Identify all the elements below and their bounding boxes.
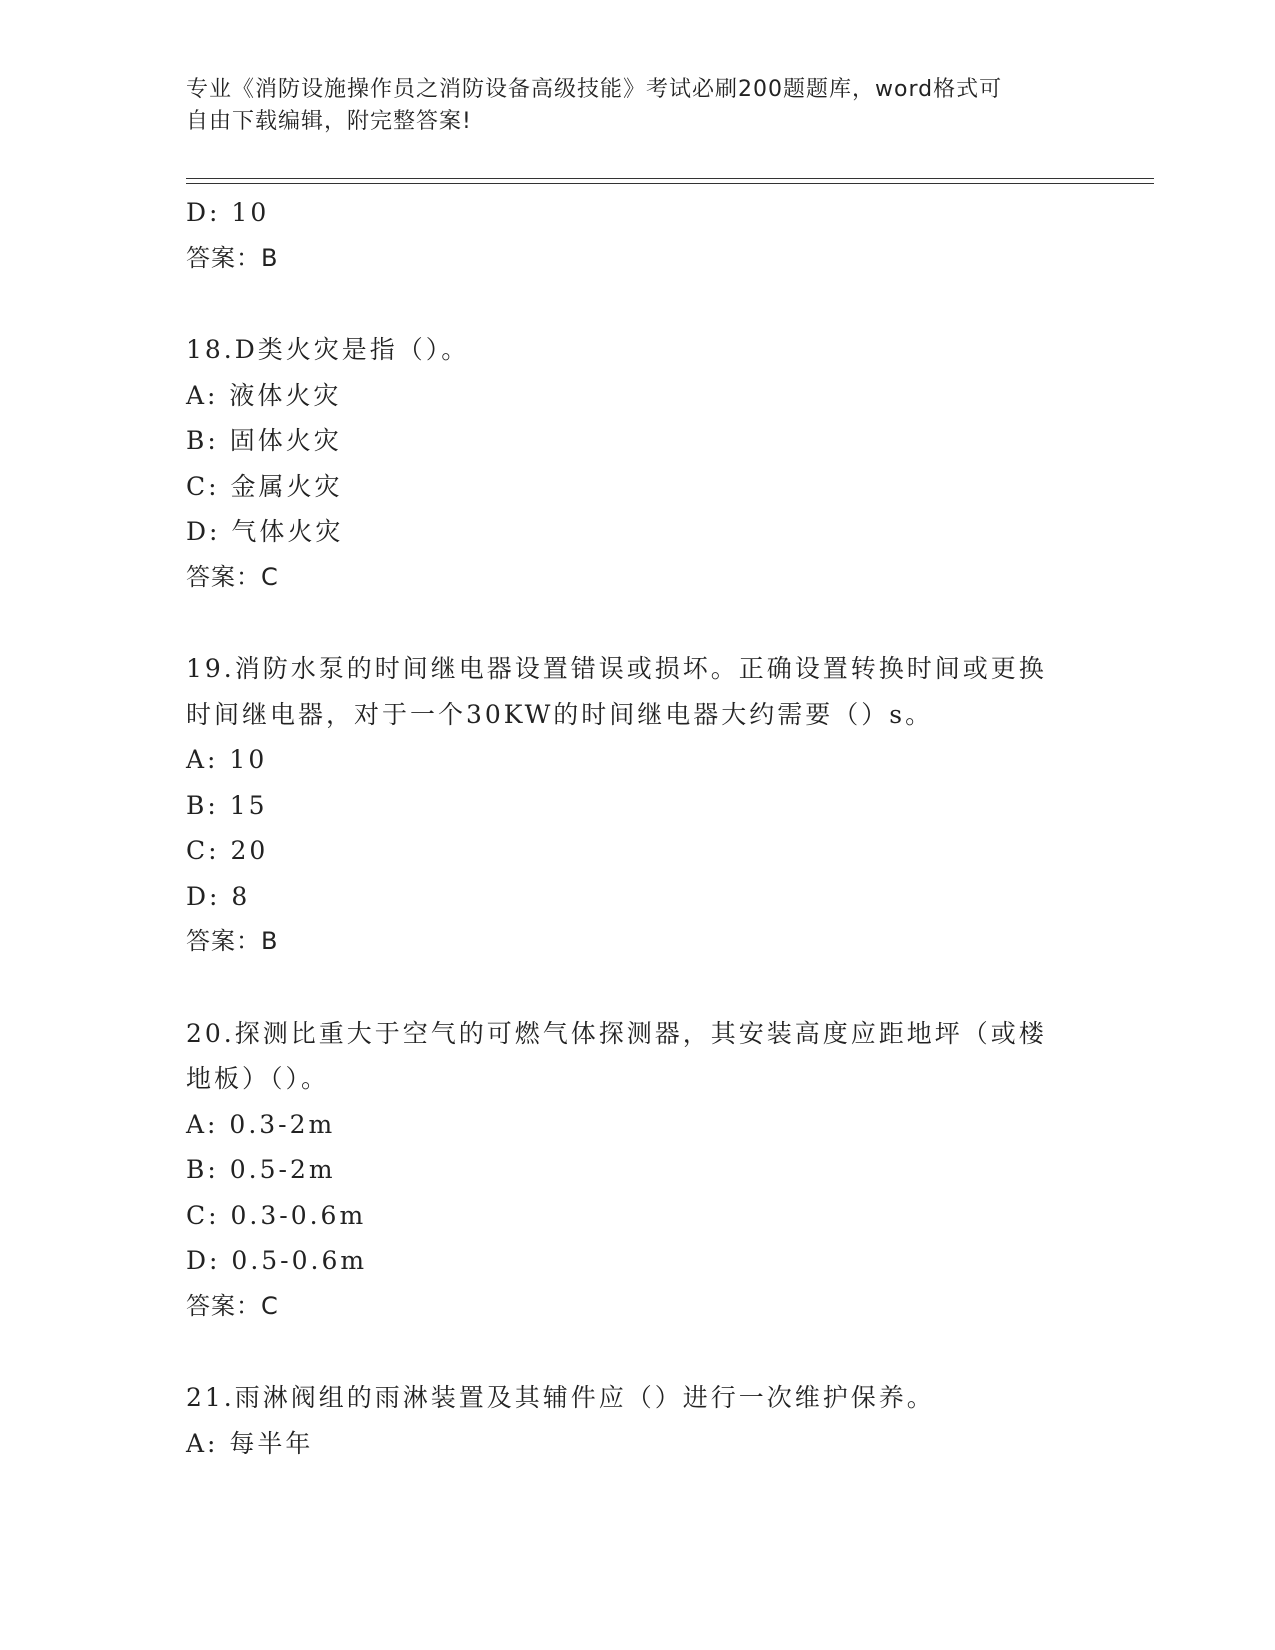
question-block xyxy=(186,646,1086,965)
option-line: D: 10 xyxy=(186,198,270,227)
document-header xyxy=(186,74,1086,138)
answer-line: 答案：B xyxy=(186,927,279,955)
answer-line: 答案：C xyxy=(186,1291,279,1320)
option-line: C: 20 xyxy=(186,836,269,865)
question-text: 地板）（）。 xyxy=(186,1064,330,1093)
question-text: 20.探测比重大于空气的可燃气体探测器，其安装高度应距地坪（或楼 xyxy=(186,1018,1047,1048)
option-line: B: 15 xyxy=(186,790,268,820)
question-block xyxy=(186,190,1086,281)
option-line: D: 气体火灾 xyxy=(186,517,344,546)
answer-line: 答案：B xyxy=(186,243,279,272)
option-line: A: 每半年 xyxy=(186,1428,314,1458)
question-list xyxy=(186,190,1086,1466)
option-line: D: 0.5-0.6m xyxy=(186,1246,368,1275)
question-text: 21.雨淋阀组的雨淋装置及其辅件应（）进行一次维护保养。 xyxy=(186,1383,935,1412)
question-block xyxy=(186,327,1086,600)
option-line: A: 10 xyxy=(186,745,268,774)
option-line: D: 8 xyxy=(186,881,251,911)
header-divider xyxy=(186,178,1154,179)
option-line: B: 固体火灾 xyxy=(186,426,342,455)
header-line: 自由下载编辑，附完整答案! xyxy=(186,109,472,134)
option-line: A: 液体火灾 xyxy=(186,380,342,410)
question-block xyxy=(186,1011,1086,1330)
spacer xyxy=(186,965,1086,1011)
question-text: 18.D类火灾是指（）。 xyxy=(186,335,470,364)
answer-line: 答案：C xyxy=(186,562,279,591)
question-text: 时间继电器，对于一个30KW的时间继电器大约需要（）s。 xyxy=(186,699,934,729)
spacer xyxy=(186,600,1086,646)
header-divider xyxy=(186,183,1154,184)
spacer xyxy=(186,281,1086,327)
option-line: C: 0.3-0.6m xyxy=(186,1200,367,1230)
option-line: C: 金属火灾 xyxy=(186,471,343,501)
question-text: 19.消防水泵的时间继电器设置错误或损坏。正确设置转换时间或更换 xyxy=(186,654,1047,683)
question-block xyxy=(186,1375,1086,1466)
spacer xyxy=(186,1329,1086,1375)
option-line: A: 0.3-2m xyxy=(186,1109,336,1139)
header-line: 专业《消防设施操作员之消防设备高级技能》考试必刷200题题库，word格式可 xyxy=(186,77,1003,102)
option-line: B: 0.5-2m xyxy=(186,1155,336,1184)
